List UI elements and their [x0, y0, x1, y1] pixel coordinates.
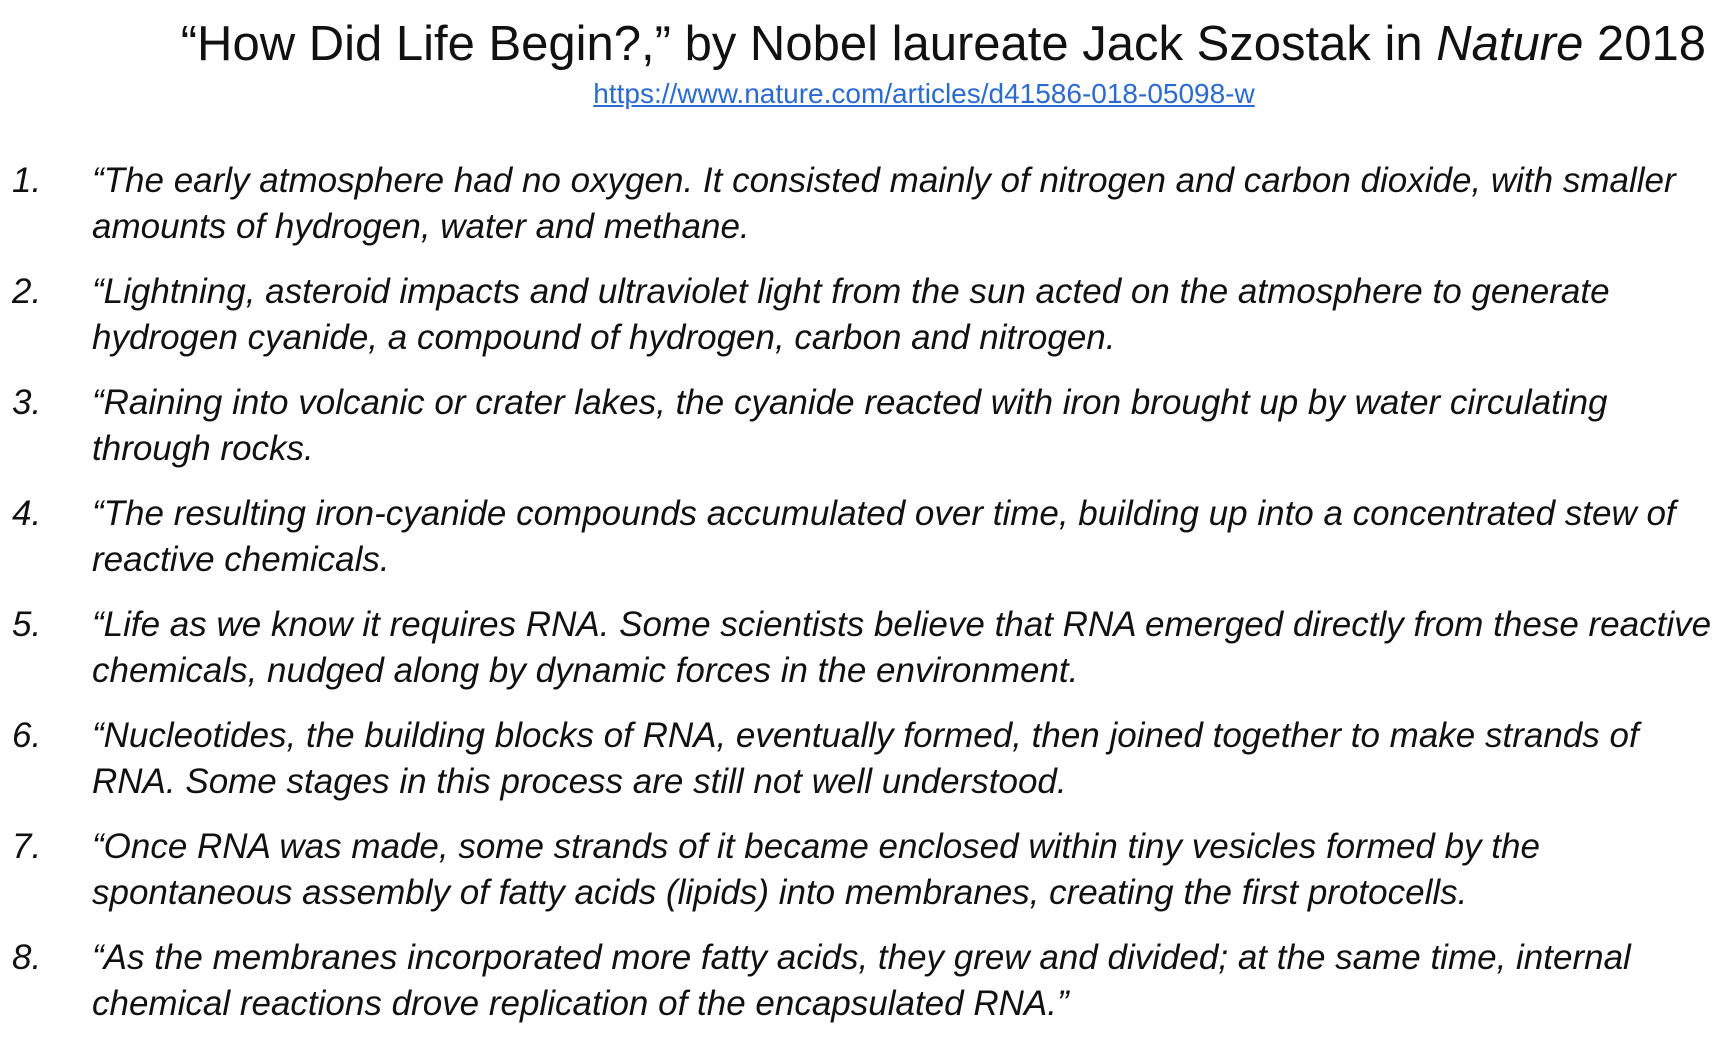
quote-list — [0, 158, 1728, 1046]
item-number: 2. — [12, 272, 42, 311]
item-number: 8. — [12, 938, 42, 977]
list-item — [0, 824, 1728, 935]
list-item — [0, 158, 1728, 269]
title-journal: Nature — [1436, 17, 1584, 71]
title-prefix: “How Did Life Begin?,” by Nobel laureate Jack Szostak in — [180, 17, 1437, 71]
item-number: 3. — [12, 383, 42, 422]
item-text: “Raining into volcanic or crater lakes, the cyanide reacted with iron brought up by water circulating through rocks. — [92, 383, 1608, 468]
list-item — [0, 380, 1728, 491]
item-text: “Once RNA was made, some strands of it became enclosed within tiny vesicles formed by the spontaneous assembly of fatty acids (lipids) into membranes, creating the first protocells. — [92, 827, 1540, 912]
title-suffix: 2018 — [1583, 17, 1706, 71]
list-item — [0, 269, 1728, 380]
item-text: “The resulting iron-cyanide compounds accumulated over time, building up into a concentrated stew of reactive chemicals. — [92, 494, 1676, 579]
list-item — [0, 602, 1728, 713]
item-text: “Lightning, asteroid impacts and ultraviolet light from the sun acted on the atmosphere to generate hydrogen cyanide, a compound of hydrogen, carbon and nitrogen. — [92, 272, 1610, 357]
item-text: “Nucleotides, the building blocks of RNA, eventually formed, then joined together to make strands of RNA. Some stages in this process are still not well understood. — [92, 716, 1639, 801]
list-item — [0, 491, 1728, 602]
article-link[interactable]: https://www.nature.com/articles/d41586-018-05098-w — [593, 78, 1255, 109]
item-number: 1. — [12, 161, 42, 200]
item-number: 4. — [12, 494, 42, 533]
item-number: 6. — [12, 716, 42, 755]
list-item — [0, 935, 1728, 1046]
slide-title — [126, 14, 1706, 74]
item-text: “The early atmosphere had no oxygen. It consisted mainly of nitrogen and carbon dioxide, with smaller amounts of hydrogen, water and methane. — [92, 161, 1676, 246]
item-text: “Life as we know it requires RNA. Some scientists believe that RNA emerged directly from these reactive chemicals, nudged along by dynamic forces in the environment. — [92, 605, 1712, 690]
item-text: “As the membranes incorporated more fatty acids, they grew and divided; at the same time, internal chemical reactions drove replication of the encapsulated RNA.” — [92, 938, 1631, 1023]
item-number: 5. — [12, 605, 42, 644]
item-number: 7. — [12, 827, 42, 866]
list-item — [0, 713, 1728, 824]
